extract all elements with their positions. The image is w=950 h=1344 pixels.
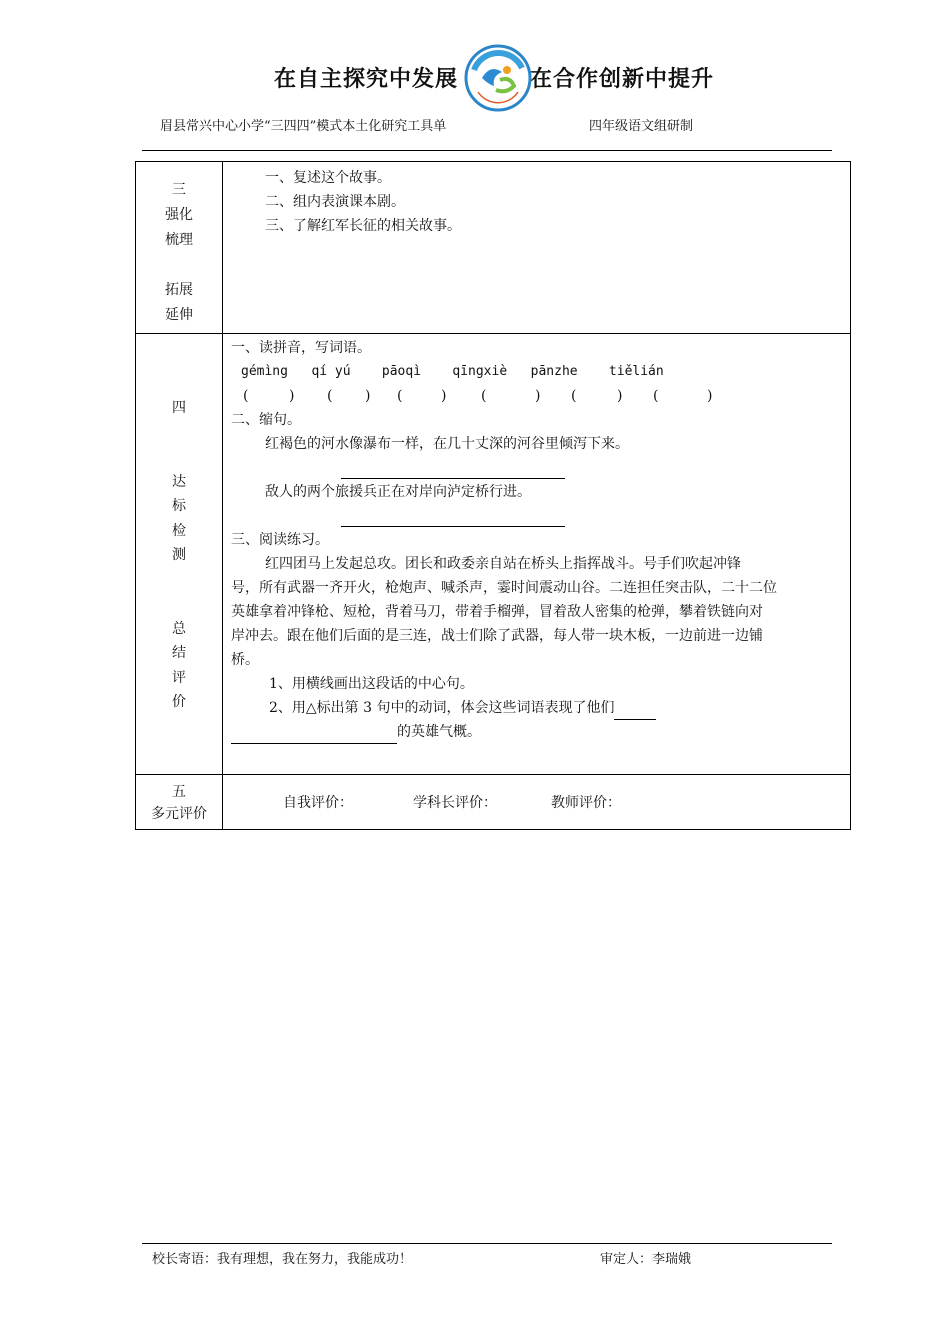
teacher-evaluation-label: 教师评价： (551, 795, 621, 811)
answer-slot-4-close: ) (535, 388, 541, 404)
q2-answer-line-1[interactable] (341, 456, 565, 479)
answer-slot-5-open: ( (571, 388, 577, 404)
principal-motto: 校长寄语：我有理想，我在努力，我能成功！ (152, 1252, 413, 1267)
passage-line-5: 桥。 (231, 652, 259, 668)
answer-slot-2-open: ( (327, 388, 333, 404)
pinyin-4: qīngxiè (452, 364, 508, 379)
school-logo-icon (464, 44, 532, 112)
footer-divider (142, 1243, 832, 1244)
answer-brackets-row (231, 384, 850, 408)
title-right: 在合作创新中提升 (530, 67, 715, 92)
answer-slot-3-close: ) (441, 388, 447, 404)
passage-line-3: 英雄拿着冲锋枪、短枪，背着马刀，带着手榴弹，冒着敌人密集的枪弹，攀着铁链向对 (231, 604, 763, 620)
worksheet-table (135, 161, 851, 830)
answer-slot-6-close: ) (707, 388, 713, 404)
extend-item-2: 二、组内表演课本剧。 (265, 194, 405, 210)
extend-item-1: 一、复述这个故事。 (265, 170, 391, 186)
pinyin-6: tiělián (608, 364, 664, 379)
answer-slot-1-open: ( (243, 388, 249, 404)
subject-leader-evaluation-label: 学科长评价： (413, 795, 497, 811)
section-3-content (223, 162, 851, 334)
reviewer: 审定人：李瑞娥 (600, 1252, 692, 1267)
pinyin-1: gémìng (241, 364, 288, 379)
section-3-label: 三 强化 梳理 拓展 延伸 (136, 162, 223, 334)
q2-sentence-2: 敌人的两个旅援兵正在对岸向泸定桥行进。 (265, 484, 531, 500)
passage-line-1: 红四团马上发起总攻。团长和政委亲自站在桥头上指挥战斗。号手们吹起冲锋 (265, 556, 741, 572)
answer-slot-1-close: ) (289, 388, 295, 404)
passage-line-2: 号，所有武器一齐开火，枪炮声、喊杀声，霎时间震动山谷。二连担任突击队，二十二位 (231, 580, 777, 596)
title-left: 在自主探究中发展 (274, 67, 459, 92)
extend-item-3: 三、了解红军长征的相关故事。 (265, 218, 461, 234)
q1-title: 一、读拼音，写词语。 (231, 340, 371, 356)
task-2: 2、用△标出第 3 句中的动词，体会这些词语表现了他们 (269, 700, 615, 716)
section-4-content (223, 334, 851, 775)
org-line: 眉县常兴中心小学“三四四”模式本土化研究工具单 (160, 119, 447, 134)
q2-sentence-1: 红褐色的河水像瀑布一样，在几十丈深的河谷里倾泻下来。 (265, 436, 629, 452)
q2-title: 二、缩句。 (231, 412, 301, 428)
pinyin-3: pāoqì (381, 364, 422, 379)
q2-answer-line-2[interactable] (341, 504, 565, 527)
pinyin-2: qí yú (311, 364, 351, 379)
task-2-blank-1[interactable] (614, 699, 656, 720)
answer-slot-3-open: ( (397, 388, 403, 404)
answer-slot-4-open: ( (481, 388, 487, 404)
pinyin-row (231, 360, 850, 384)
section-4-label: 四 达 标 检 测 总 结 评 价 (136, 334, 223, 775)
section-5-row (136, 775, 851, 830)
section-5-content (223, 775, 851, 830)
section-5-label: 五 多元评价 (136, 775, 223, 830)
pinyin-5: pānzhe (530, 364, 578, 379)
answer-slot-5-close: ) (617, 388, 623, 404)
task-1: 1、用横线画出这段话的中心句。 (269, 676, 474, 692)
header-divider (142, 150, 832, 151)
task-2-blank-2[interactable] (231, 723, 397, 744)
group-line: 四年级语文组研制 (589, 119, 694, 134)
q3-title: 三、阅读练习。 (231, 532, 329, 548)
answer-slot-2-close: ) (365, 388, 371, 404)
section-4-row (136, 334, 851, 775)
passage-line-4: 岸冲去。跟在他们后面的是三连，战士们除了武器，每人带一块木板，一边前进一边铺 (231, 628, 763, 644)
section-3-row (136, 162, 851, 334)
task-2-end: 的英雄气概。 (397, 724, 481, 740)
answer-slot-6-open: ( (653, 388, 659, 404)
self-evaluation-label: 自我评价： (283, 795, 353, 811)
